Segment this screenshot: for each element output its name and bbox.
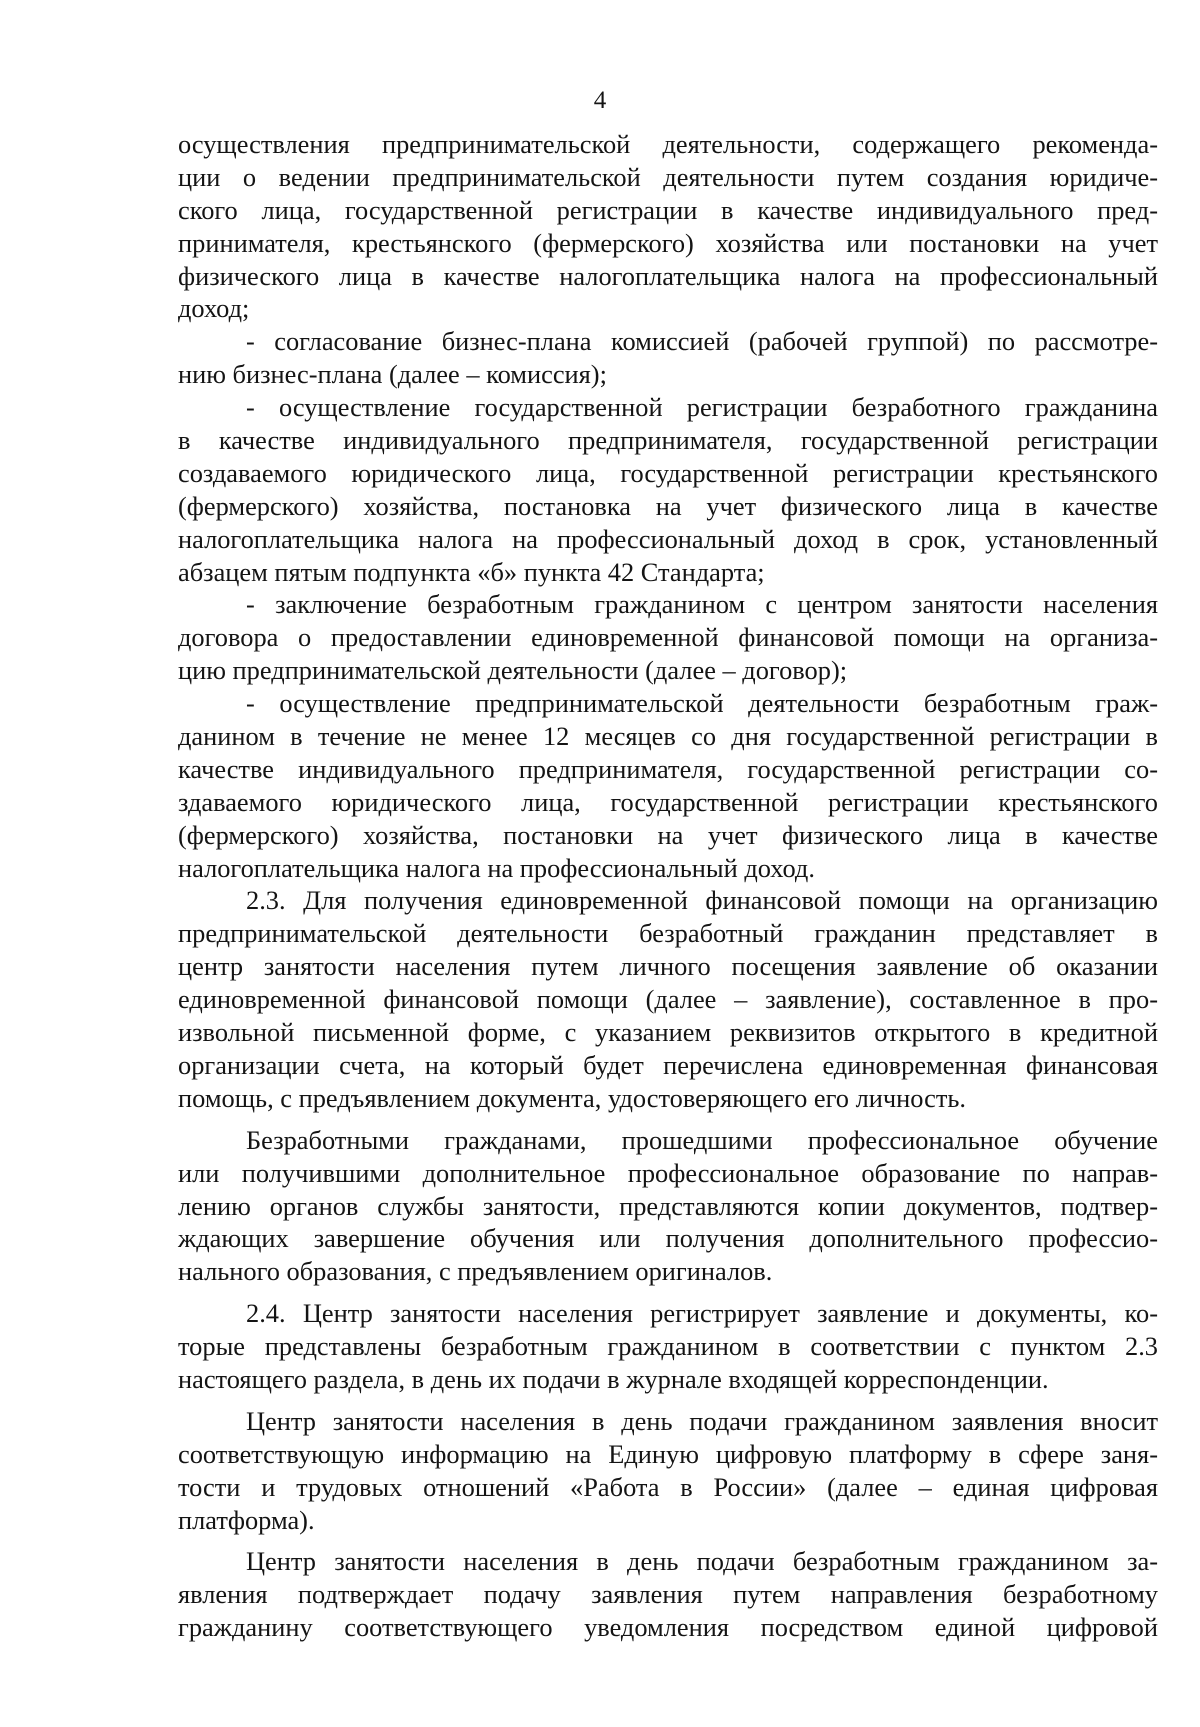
text-line: - осуществление государственной регистрации безработного гражданина bbox=[246, 392, 1158, 423]
text-line: платформа). bbox=[178, 1504, 315, 1535]
paragraph bbox=[178, 687, 1158, 884]
paragraph bbox=[178, 391, 1158, 588]
paragraph bbox=[178, 1297, 1158, 1396]
paragraph-gap bbox=[178, 1115, 1158, 1124]
text-line: - согласование бизнес-плана комиссией (рабочей группой) по рассмотре- bbox=[246, 326, 1158, 357]
text-line: ции о ведении предпринимательской деятельности путем создания юридиче- bbox=[178, 161, 1158, 192]
text-line: договора о предоставлении единовременной финансовой помощи на организа- bbox=[178, 622, 1158, 653]
text-line: создаваемого юридического лица, государственной регистрации крестьянского bbox=[178, 457, 1158, 488]
text-line: извольной письменной форме, с указанием реквизитов открытого в кредитной bbox=[178, 1017, 1158, 1048]
paragraph bbox=[178, 1545, 1158, 1644]
text-line: (фермерского) хозяйства, постановки на учет физического лица в качестве bbox=[178, 819, 1158, 850]
text-line: (фермерского) хозяйства, постановка на учет физического лица в качестве bbox=[178, 490, 1158, 521]
text-line: настоящего раздела, в день их подачи в журнале входящей корреспонденции. bbox=[178, 1363, 1049, 1394]
text-line: - заключение безработным гражданином с центром занятости населения bbox=[246, 589, 1158, 620]
text-line: принимателя, крестьянского (фермерского) хозяйства или постановки на учет bbox=[178, 227, 1158, 258]
paragraph-gap bbox=[178, 1288, 1158, 1297]
paragraph-gap bbox=[178, 1396, 1158, 1405]
text-line: 2.3. Для получения единовременной финансовой помощи на организацию bbox=[246, 885, 1158, 916]
text-line: 2.4. Центр занятости населения регистрирует заявление и документы, ко- bbox=[246, 1298, 1158, 1329]
text-line: лению органов службы занятости, представляются копии документов, подтвер- bbox=[178, 1190, 1158, 1221]
text-line: данином в течение не менее 12 месяцев со дня государственной регистрации в bbox=[178, 721, 1158, 752]
text-line: ского лица, государственной регистрации в качестве индивидуального пред- bbox=[178, 194, 1158, 225]
paragraph bbox=[178, 325, 1158, 391]
text-line: Центр занятости населения в день подачи гражданином заявления вносит bbox=[246, 1405, 1158, 1436]
text-line: тости и трудовых отношений «Работа в России» (далее – единая цифровая bbox=[178, 1471, 1158, 1502]
text-line: физического лица в качестве налогоплательщика налога на профессиональный bbox=[178, 260, 1158, 291]
paragraph-gap bbox=[178, 1536, 1158, 1545]
document-body bbox=[178, 128, 1158, 1644]
text-line: налогоплательщика налога на профессиональный доход в срок, установленный bbox=[178, 523, 1158, 554]
text-line: доход; bbox=[178, 293, 250, 324]
paragraph bbox=[178, 1405, 1158, 1537]
text-line: нию бизнес-плана (далее – комиссия); bbox=[178, 359, 607, 390]
paragraph bbox=[178, 1124, 1158, 1288]
text-line: ждающих завершение обучения или получения дополнительного профессио- bbox=[178, 1223, 1158, 1254]
text-line: соответствующую информацию на Единую цифровую платформу в сфере заня- bbox=[178, 1438, 1158, 1469]
page-number: 4 bbox=[593, 87, 607, 114]
text-line: качестве индивидуального предпринимателя, государственной регистрации со- bbox=[178, 753, 1158, 784]
paragraph bbox=[178, 588, 1158, 687]
text-line: абзацем пятым подпункта «б» пункта 42 Стандарта; bbox=[178, 556, 765, 587]
paragraph bbox=[178, 128, 1158, 325]
text-line: налогоплательщика налога на профессиональный доход. bbox=[178, 852, 815, 883]
text-line: помощь, с предъявлением документа, удостоверяющего его личность. bbox=[178, 1082, 967, 1113]
text-line: Безработными гражданами, прошедшими профессиональное обучение bbox=[246, 1124, 1158, 1155]
text-line: - осуществление предпринимательской деятельности безработным граж- bbox=[246, 688, 1158, 719]
text-line: явления подтверждает подачу заявления путем направления безработному bbox=[178, 1579, 1158, 1610]
text-line: здаваемого юридического лица, государственной регистрации крестьянского bbox=[178, 786, 1158, 817]
text-line: цию предпринимательской деятельности (далее – договор); bbox=[178, 655, 848, 686]
text-line: организации счета, на который будет перечислена единовременная финансовая bbox=[178, 1049, 1158, 1080]
text-line: центр занятости населения путем личного посещения заявление об оказании bbox=[178, 951, 1158, 982]
text-line: гражданину соответствующего уведомления посредством единой цифровой bbox=[178, 1612, 1158, 1643]
text-line: нального образования, с предъявлением оригиналов. bbox=[178, 1256, 773, 1287]
text-line: торые представлены безработным гражданином в соответствии с пунктом 2.3 bbox=[178, 1331, 1158, 1362]
paragraph bbox=[178, 884, 1158, 1114]
text-line: предпринимательской деятельности безработный гражданин представляет в bbox=[178, 918, 1158, 949]
text-line: в качестве индивидуального предпринимателя, государственной регистрации bbox=[178, 425, 1158, 456]
text-line: Центр занятости населения в день подачи безработным гражданином за- bbox=[246, 1546, 1158, 1577]
text-line: единовременной финансовой помощи (далее – заявление), составленное в про- bbox=[178, 984, 1158, 1015]
text-line: осуществления предпринимательской деятельности, содержащего рекоменда- bbox=[178, 129, 1158, 159]
text-line: или получившими дополнительное профессиональное образование по направ- bbox=[178, 1157, 1158, 1188]
